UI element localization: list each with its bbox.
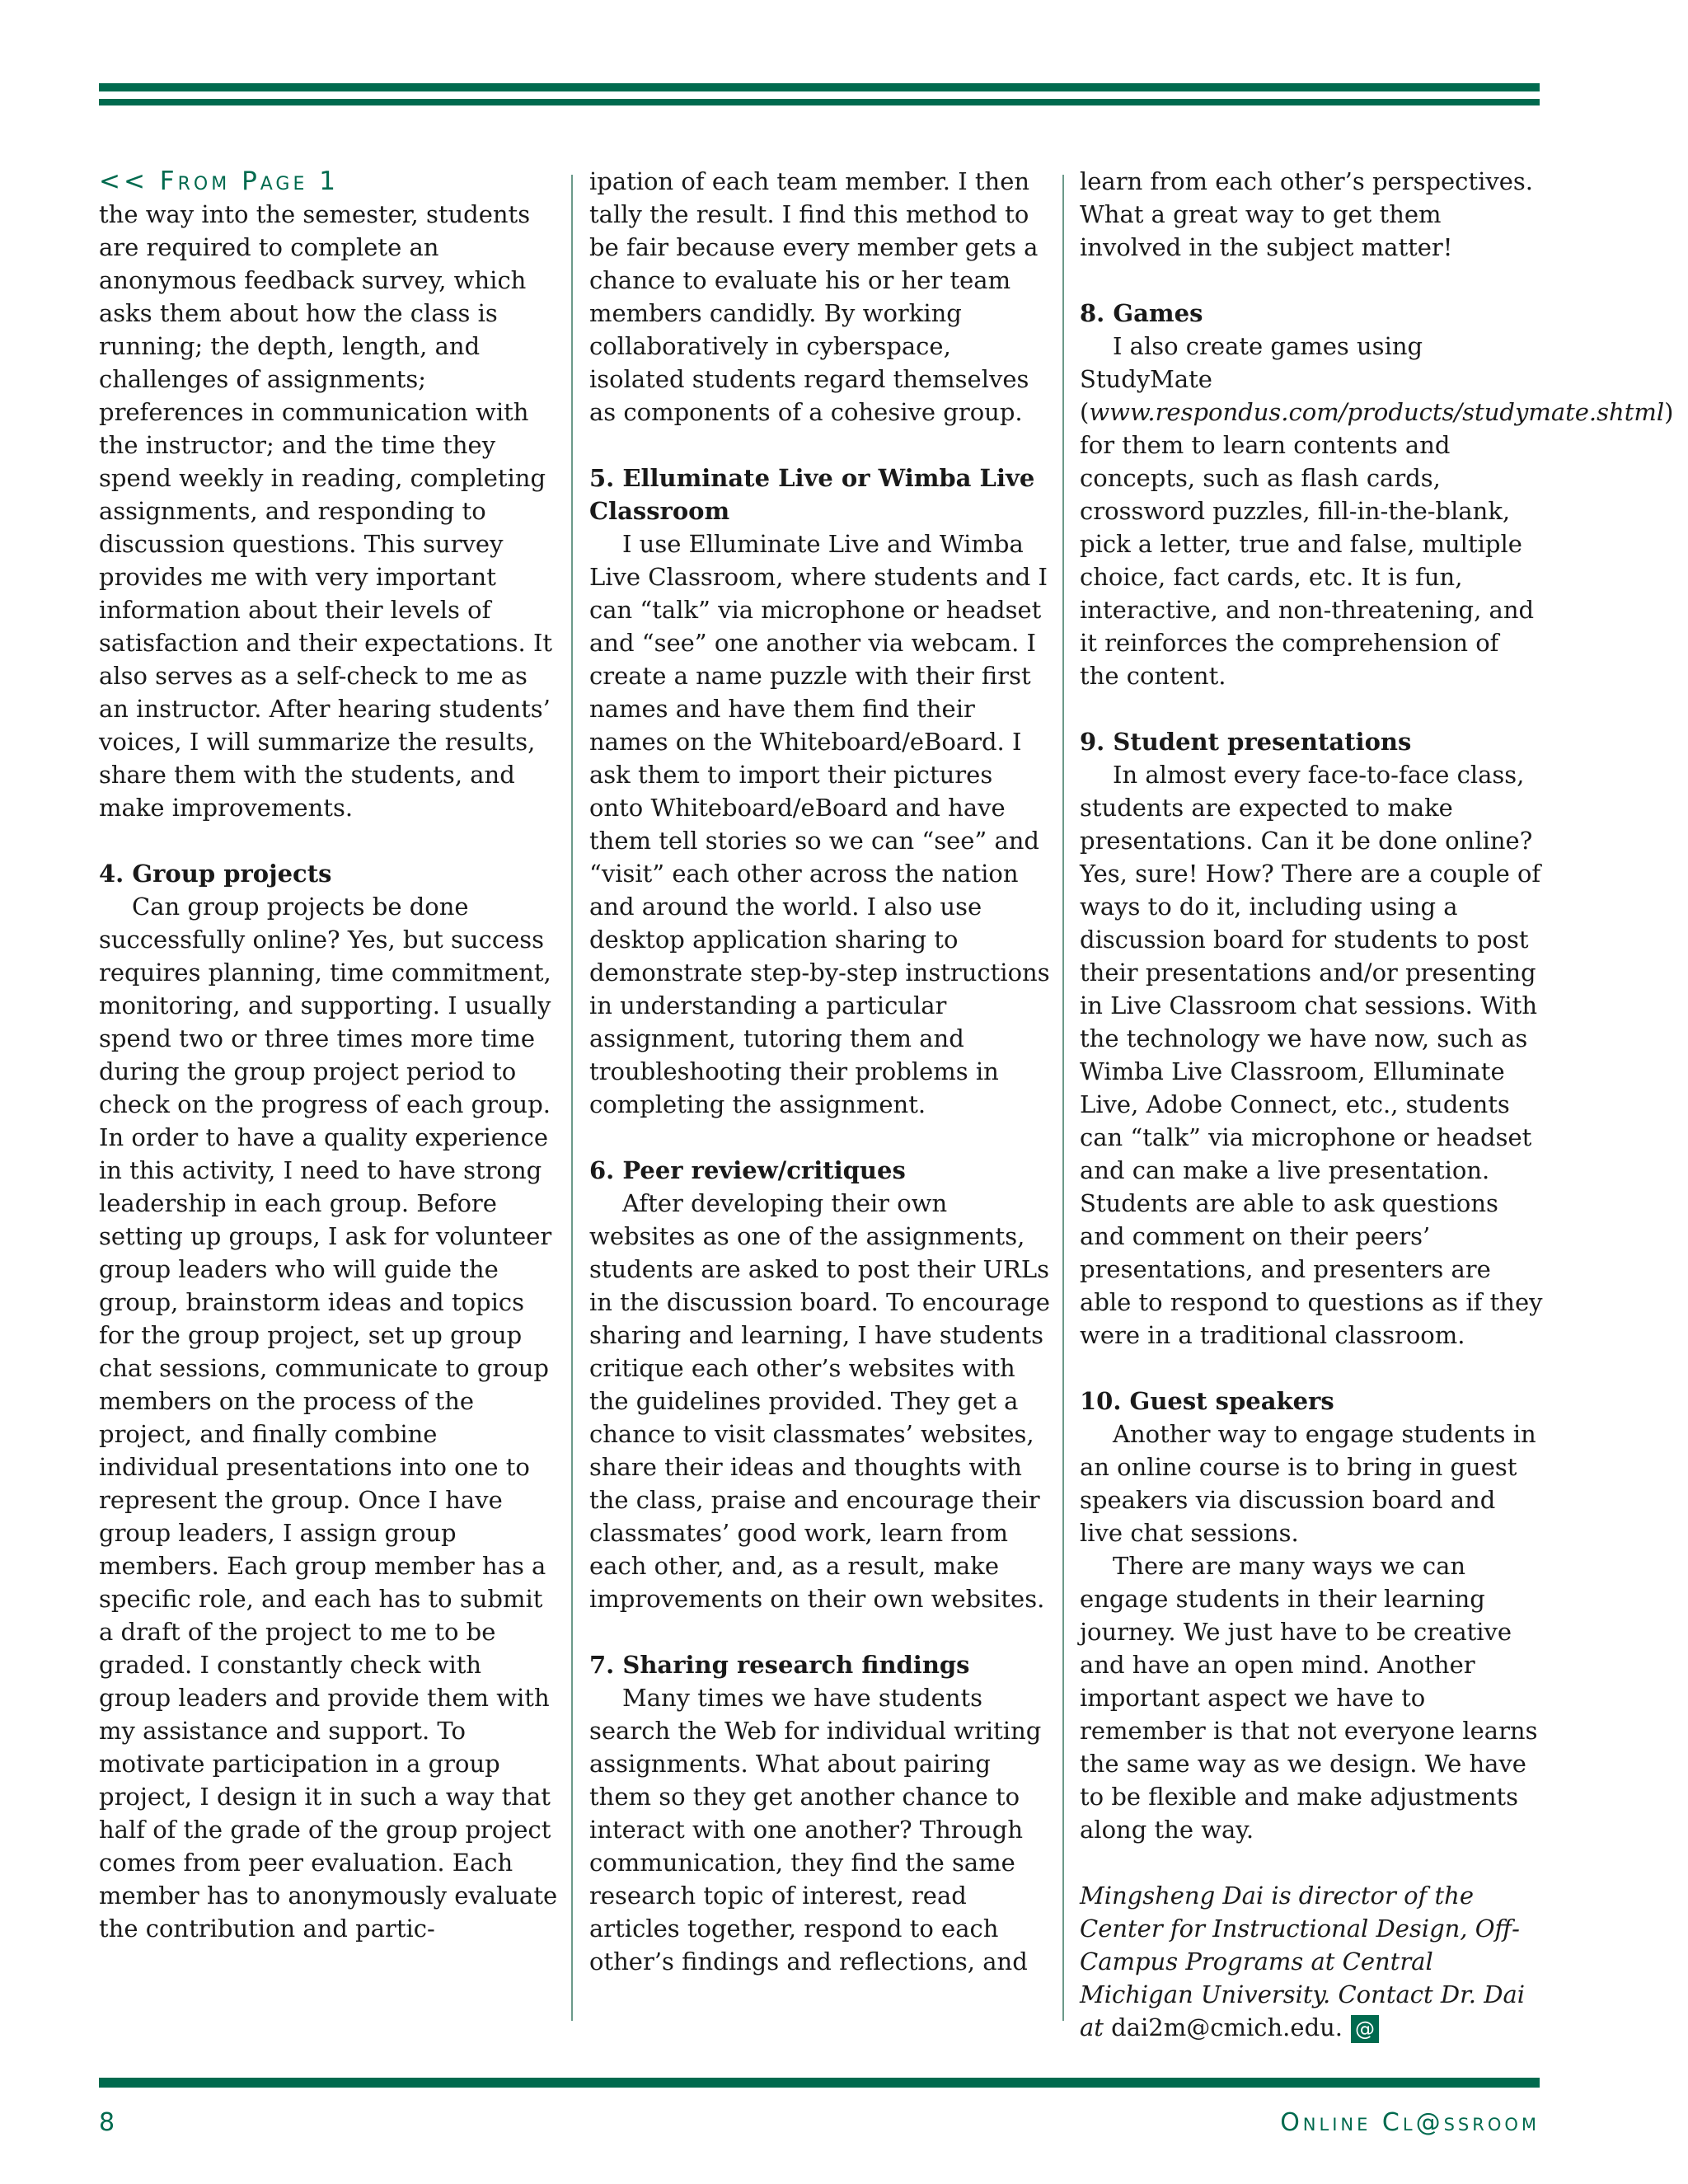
text-run: I also create games using StudyMate (	[1080, 332, 1423, 426]
section-heading: 7. Sharing research findings	[589, 1651, 970, 1679]
paragraph: the way into the semester, students are required to complete an anonymous feedback survey, which asks them about how the class is running; the depth, length, and challenges of assignments; preferences in communication with the instructor; and the time they spend weekly in reading, completing assignments, and responding to discussion questions. This survey provides me with very important information about their levels of satisfaction and their expectations. It also serves as a self-check to me as an instructor. After hearing students’ voices, I will summarize the results, share them with the students, and make improvements.	[99, 200, 553, 822]
paragraph	[1080, 330, 1674, 692]
continued-from-label: << From Page 1	[99, 166, 339, 196]
section-heading: 9. Student presentations	[1080, 728, 1412, 756]
column-1	[99, 165, 560, 2023]
author-email[interactable]: dai2m@cmich.edu.	[1111, 2013, 1343, 2041]
magazine-name: Online Cl@ssroom	[1280, 2108, 1540, 2137]
author-bio	[1080, 1879, 1545, 2044]
paragraph: Many times we have students search the Web for individual writing assignments. What about pairing them so they get another chance to interact with one another? Through communication, they find the same research topic of interest, read articles together, respond to each other’s findings and reflections, and	[589, 1684, 1042, 1975]
end-mark-icon: @	[1351, 2015, 1379, 2043]
top-rule-secondary	[99, 99, 1540, 105]
section-heading: 8. Games	[1080, 299, 1203, 327]
author-bio-text: Mingsheng Dai is director of the Center for Instructional Design, Off-Campus Programs at Central Michigan University. Contact Dr. Dai at	[1080, 1882, 1526, 2041]
page-number: 8	[99, 2108, 115, 2137]
column-divider	[571, 175, 573, 2021]
column-2	[589, 165, 1051, 2023]
paragraph: learn from each other’s perspectives. What a great way to get them involved in the subject matter!	[1080, 167, 1533, 261]
paragraph: After developing their own websites as one of the assignments, students are asked to post their URLs in the discussion board. To encourage sharing and learning, I have students critique each other’s websites with the guidelines provided. They get a chance to visit classmates’ websites, share their ideas and thoughts with the class, praise and encourage their classmates’ good work, learn from each other, and, as a result, make improvements on their own websites.	[589, 1189, 1050, 1613]
section-heading: 5. Elluminate Live or Wimba Live Classroom	[589, 464, 1035, 525]
top-rule	[99, 83, 1540, 91]
paragraph: Can group projects be done successfully online? Yes, but success requires planning, time commitment, monitoring, and supporting. I usually spend two or three times more time during the group project period to check on the progress of each group. In order to have a quality experience in this activity, I need to have strong leadership in each group. Before setting up groups, I ask for volunteer group leaders who will guide the group, brainstorm ideas and topics for the group project, set up group chat sessions, communicate to group members on the process of the project, and finally combine individual presentations into one to represent the group. Once I have group leaders, I assign group members. Each group member has a specific role, and each has to submit a draft of the project to me to be graded. I constantly check with group leaders and provide them with my assistance and support. To motivate participation in a group project, I design it in such a way that half of the grade of the group project comes from peer evaluation. Each member has to anonymously evaluate the contribution and partic-	[99, 893, 558, 1943]
section-heading: 6. Peer review/critiques	[589, 1156, 906, 1184]
column-3	[1080, 165, 1674, 2041]
section-heading: 10. Guest speakers	[1080, 1387, 1334, 1415]
paragraph: Another way to engage students in an online course is to bring in guest speakers via discussion board and live chat sessions.	[1080, 1420, 1536, 1547]
column-divider	[1062, 175, 1064, 2021]
paragraph: In almost every face-to-face class, students are expected to make presentations. Can it be done online? Yes, sure! How? There are a couple of ways to do it, including using a discussion board for students to post their presentations and/or presenting in Live Classroom chat sessions. With the technology we have now, such as Wimba Live Classroom, Elluminate Live, Adobe Connect, etc., students can “talk” via microphone or headset and can make a live presentation. Students are able to ask questions and comment on their peers’ presentations, and presenters are able to respond to questions as if they were in a traditional classroom.	[1080, 761, 1543, 1349]
paragraph: ipation of each team member. I then tally the result. I find this method to be fair because every member gets a chance to evaluate his or her team members candidly. By working collaboratively in cyberspace, isolated students regard themselves as components of a cohesive group.	[589, 167, 1039, 426]
paragraph: There are many ways we can engage students in their learning journey. We just have to be creative and have an open mind. Another important aspect we have to remember is that not everyone learns the same way as we design. We have to be flexible and make adjustments along the way.	[1080, 1552, 1538, 1844]
text-run: ) for them to learn contents and concepts, such as flash cards, crossword puzzles, fill-in-the-blank, pick a letter, true and false, multiple choice, fact cards, etc. It is fun, interactive, and non-threatening, and it reinforces the comprehension of the content.	[1080, 398, 1674, 690]
section-heading: 4. Group projects	[99, 860, 332, 888]
bottom-rule	[99, 2078, 1540, 2088]
studymate-link[interactable]: www.respondus.com/products/studymate.shtml	[1089, 398, 1665, 426]
paragraph: I use Elluminate Live and Wimba Live Classroom, where students and I can “talk” via microphone or headset and “see” one another via webcam. I create a name puzzle with their first names and have them find their names on the Whiteboard/eBoard. I ask them to import their pictures onto Whiteboard/eBoard and have them tell stories so we can “see” and “visit” each other across the nation and around the world. I also use desktop application sharing to demonstrate step-by-step instructions in understanding a particular assignment, tutoring them and troubleshooting their problems in completing the assignment.	[589, 530, 1050, 1118]
